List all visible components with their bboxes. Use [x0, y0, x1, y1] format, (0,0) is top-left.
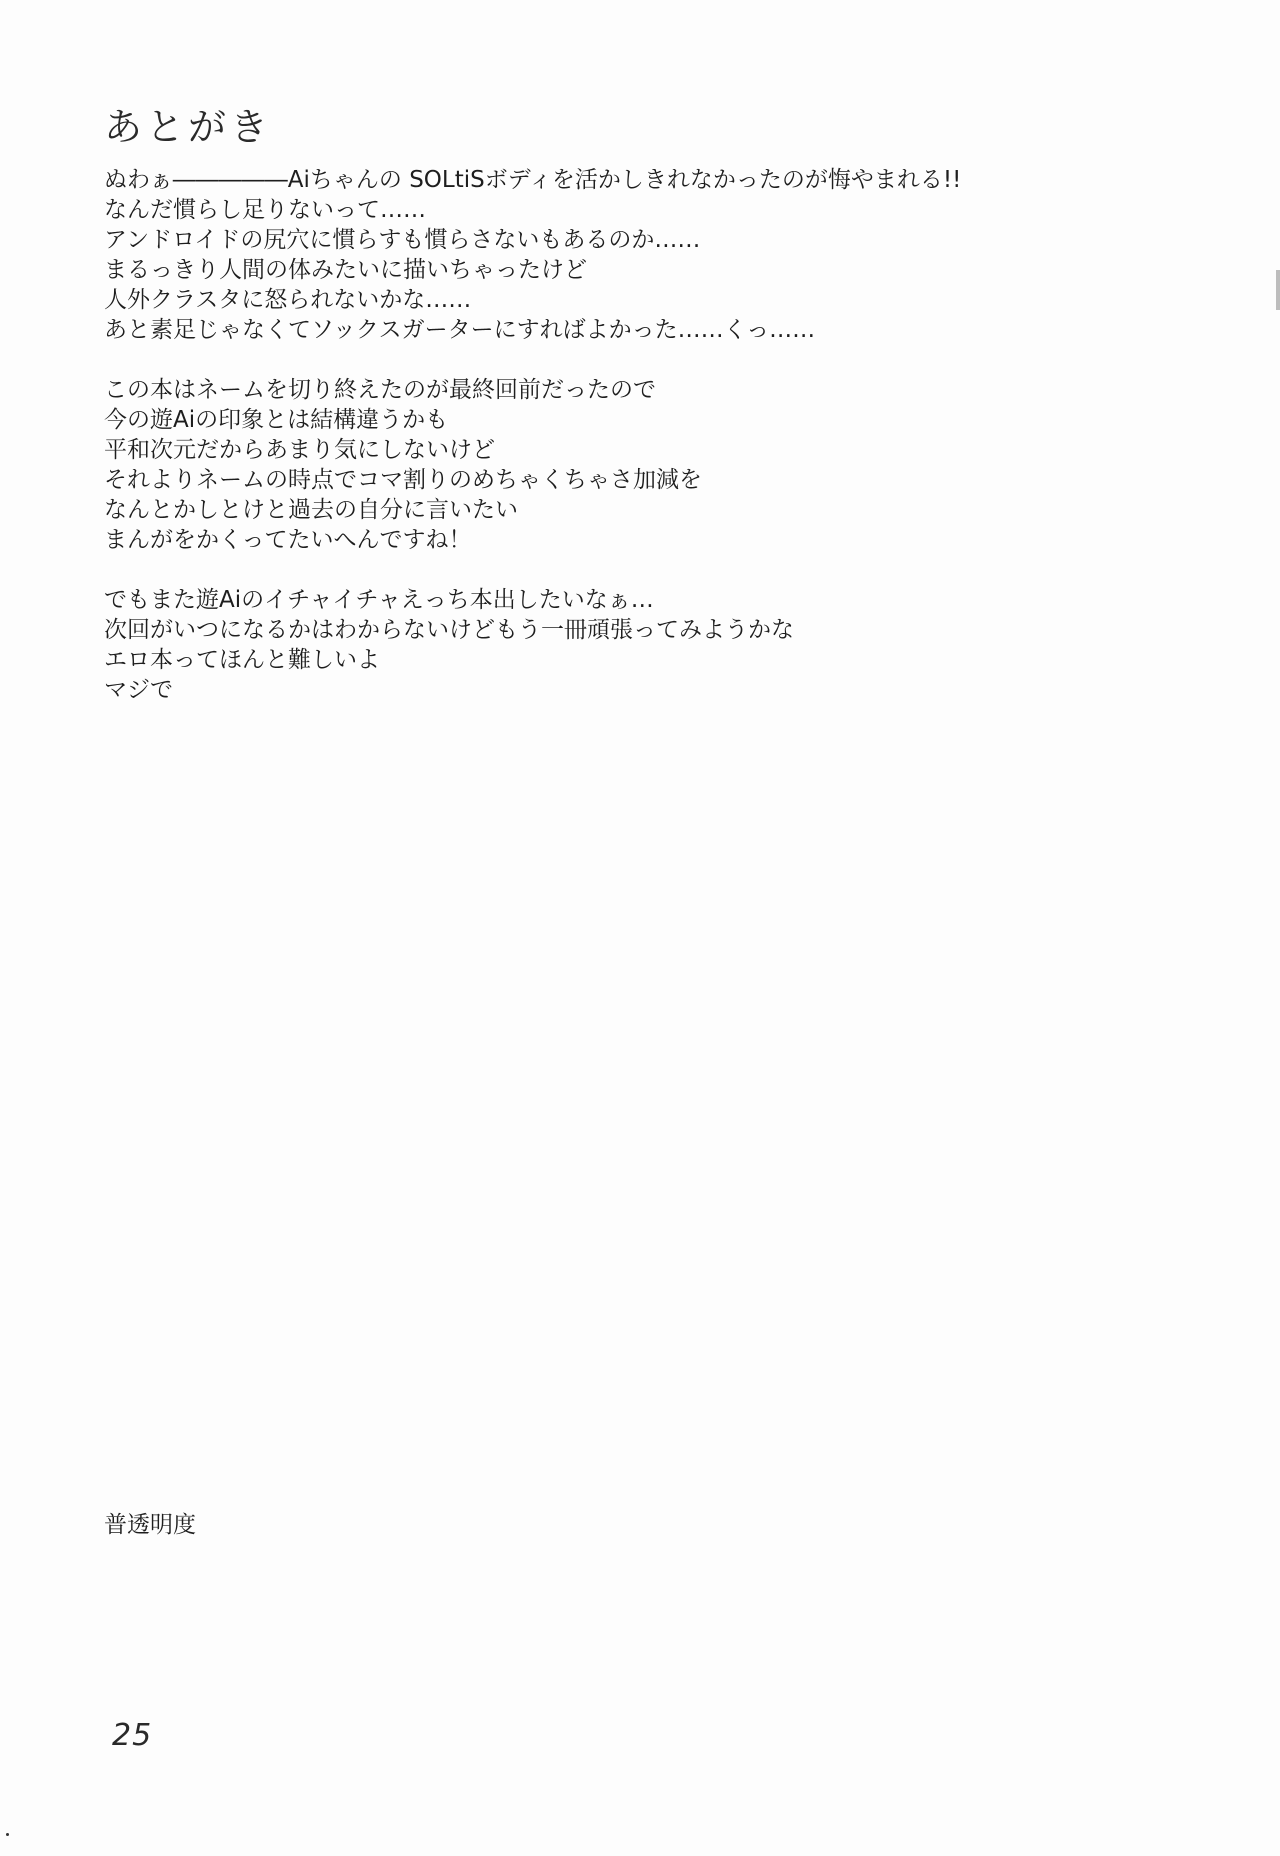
text-line: なんだ慣らし足りないって……: [104, 197, 426, 223]
text-line: 今の遊Aiの印象とは結構違うかも: [104, 407, 449, 433]
text-line: エロ本ってほんと難しいよ: [104, 647, 380, 673]
text-line: マジで: [104, 677, 173, 703]
paragraph: [104, 165, 1204, 345]
text-line: この本はネームを切り終えたのが最終回前だったので: [104, 377, 656, 403]
text-line: 次回がいつになるかはわからないけどもう一冊頑張ってみようかな: [104, 617, 794, 643]
text-line: それよりネームの時点でコマ割りのめちゃくちゃさ加減を: [104, 467, 702, 493]
text-line: まんがをかくってたいへんですね！: [104, 527, 472, 553]
text-line: あと素足じゃなくてソックスガーターにすればよかった……くっ……: [104, 317, 816, 343]
page-title: あとがき: [104, 105, 273, 149]
text-line: なんとかしとけと過去の自分に言いたい: [104, 497, 518, 523]
paragraph: [104, 585, 1204, 705]
afterword-body: [104, 165, 1204, 735]
scan-dot-mark: [6, 1833, 9, 1836]
text-line: アンドロイドの尻穴に慣らすも慣らさないもあるのか……: [104, 227, 701, 253]
text-line: でもまた遊Aiのイチャイチャえっち本出したいなぁ…: [104, 587, 654, 613]
page-number: 25: [112, 1718, 153, 1753]
paragraph: [104, 375, 1204, 555]
text-line: 平和次元だからあまり気にしないけど: [104, 437, 495, 463]
scan-edge-mark: [1276, 270, 1280, 310]
text-line: ぬわぁ―――――Aiちゃんの SOLtiSボディを活かしきれなかったのが悔やまれる!!: [104, 167, 962, 193]
author-signature: 普透明度: [104, 1512, 196, 1538]
text-line: 人外クラスタに怒られないかな……: [104, 287, 472, 313]
text-line: まるっきり人間の体みたいに描いちゃったけど: [104, 257, 587, 283]
